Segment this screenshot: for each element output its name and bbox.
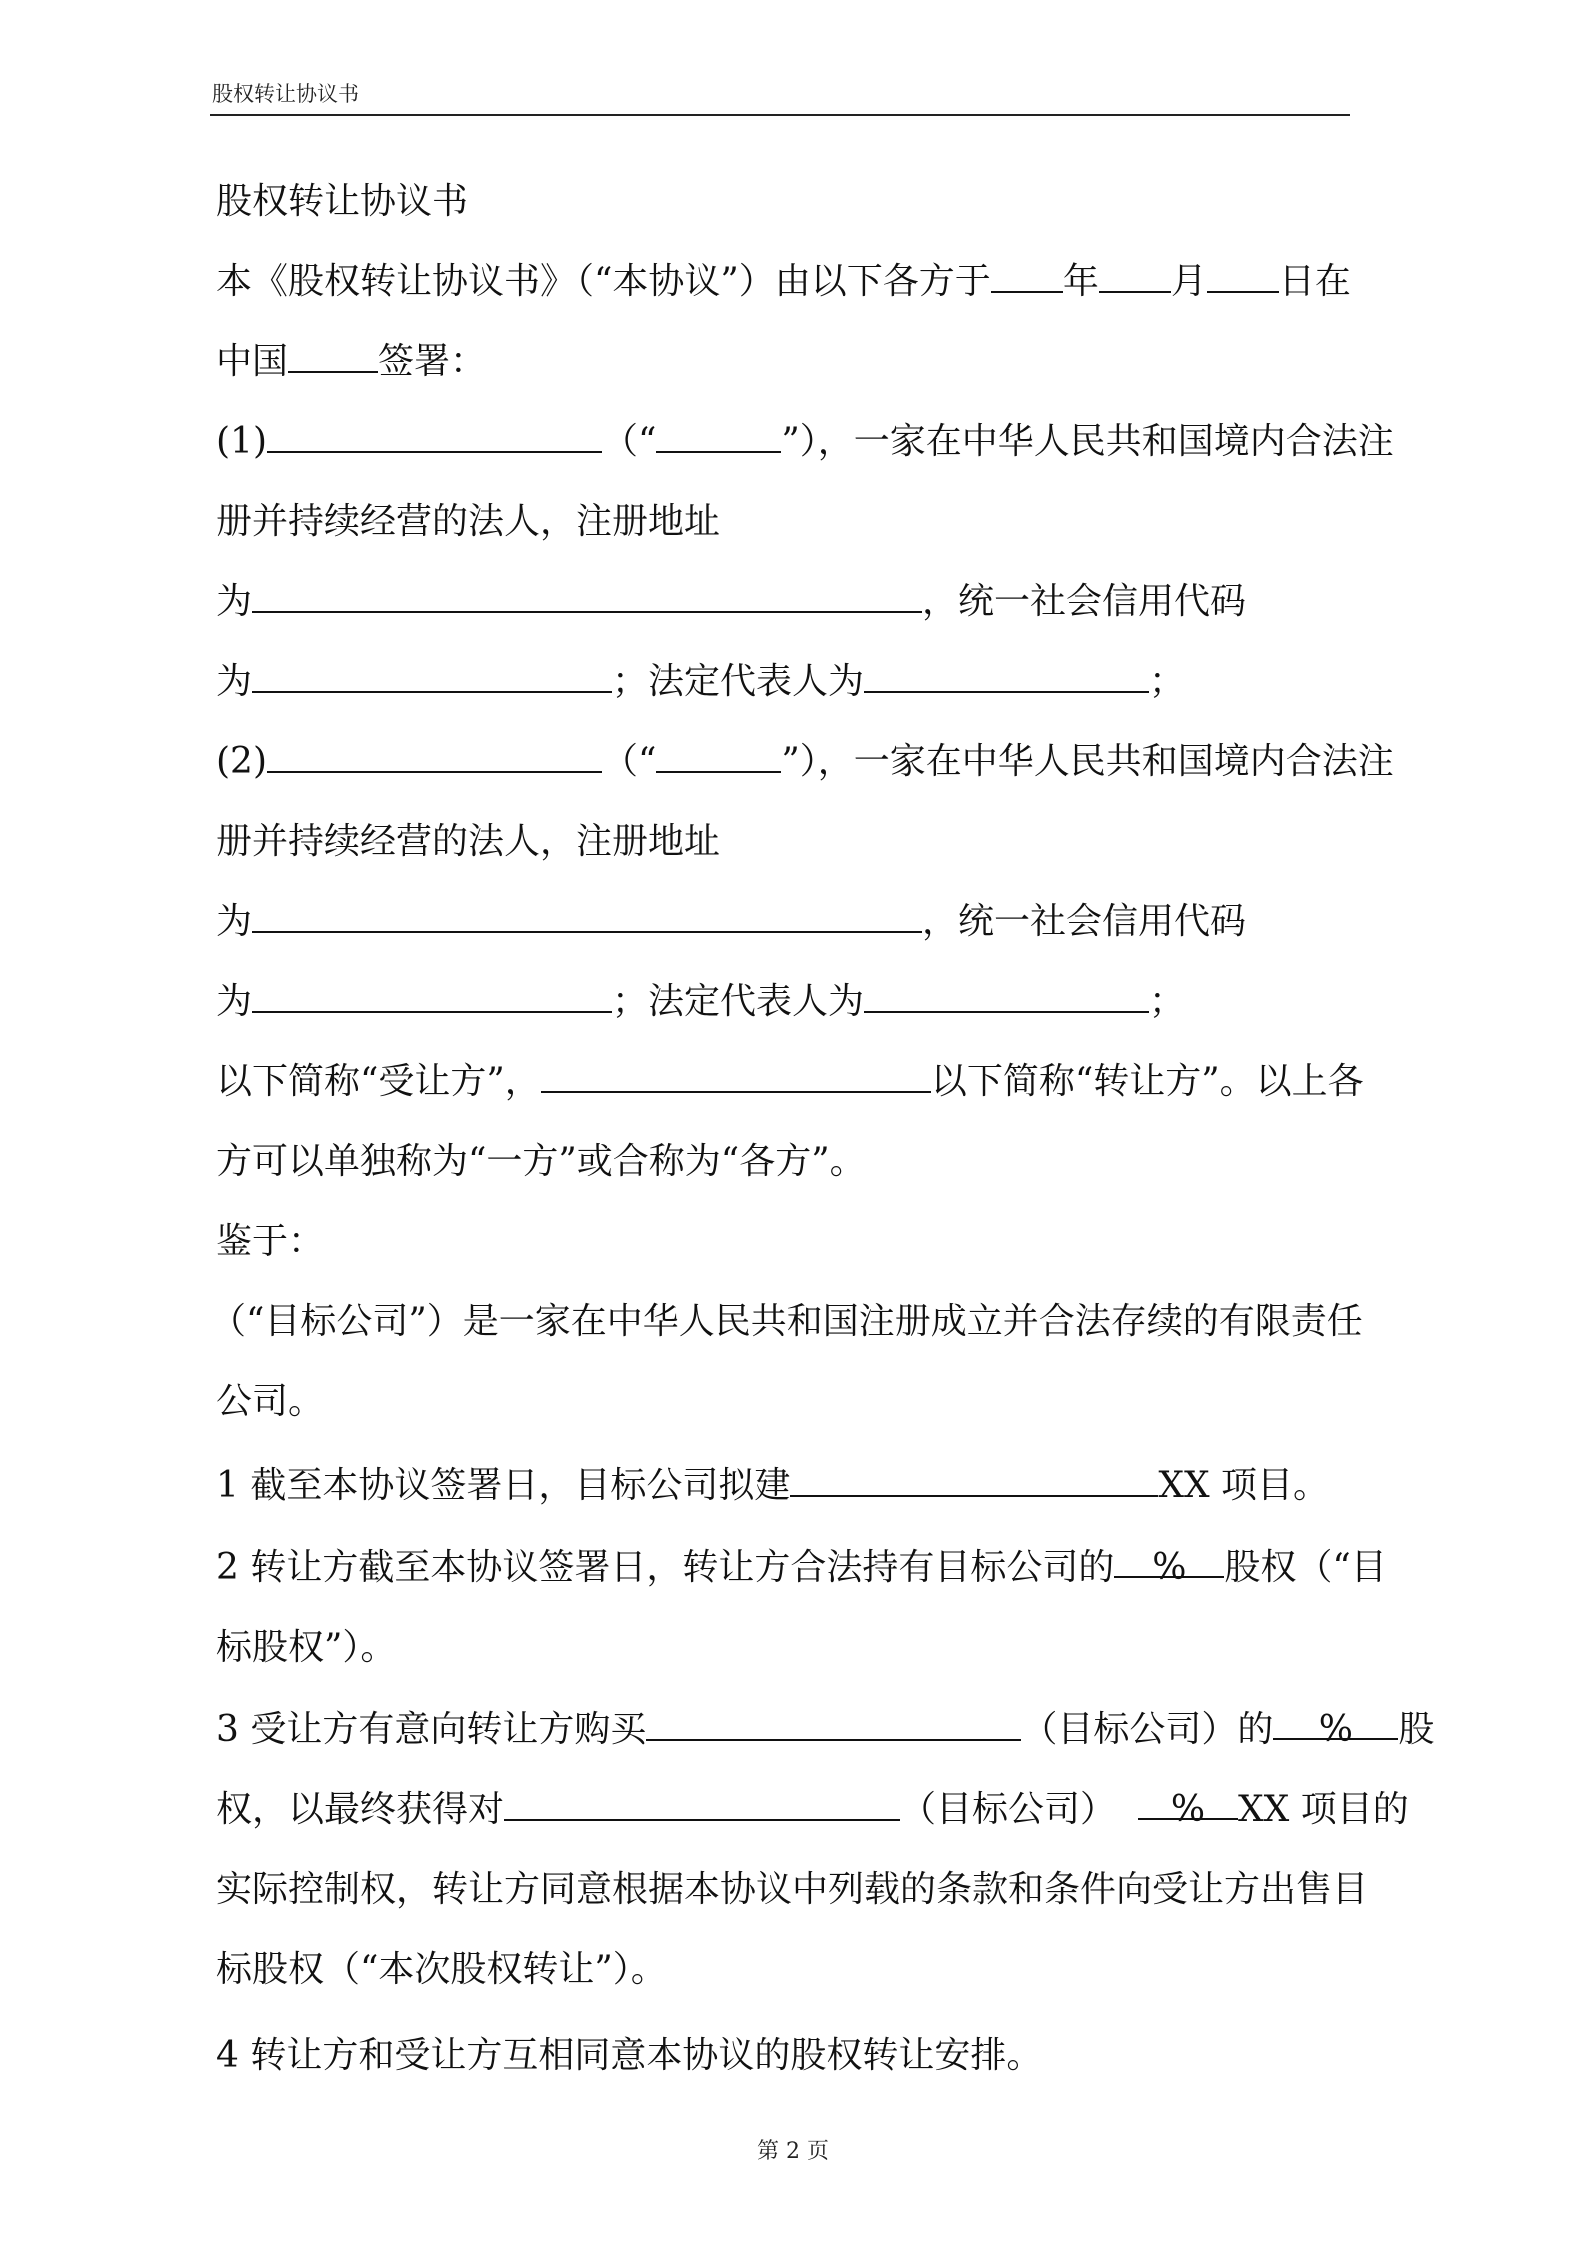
- running-header: 股权转让协议书: [212, 82, 359, 106]
- party1-address-blank[interactable]: [252, 581, 922, 613]
- party2-line-4: [216, 980, 1185, 1024]
- item1-suffix: XX 项目。: [1158, 1465, 1330, 1506]
- abbr-line-2: 方可以单独称为“一方”或合称为“各方”。: [216, 1141, 866, 1182]
- party1-num: (1): [216, 421, 267, 462]
- page-number: 第 2 页: [757, 2139, 829, 2164]
- whereas-label: 鉴于：: [216, 1221, 325, 1262]
- item3-company-blank[interactable]: [646, 1709, 1021, 1741]
- day-blank[interactable]: [1207, 261, 1279, 293]
- party1-semi: ；: [1149, 661, 1186, 702]
- party1-wei: 为: [216, 581, 253, 622]
- item2-pct: %: [1152, 1547, 1187, 1588]
- abbr-transferor: 以下简称“转让方”。以上各: [930, 1061, 1364, 1102]
- party1-credit-label: ，统一社会信用代码: [922, 581, 1247, 622]
- intro-prefix: 本《股权转让协议书》（“本协议”）由以下各方于: [216, 261, 991, 302]
- party2-short-blank[interactable]: [656, 741, 781, 773]
- party2-line-3: [216, 900, 1246, 944]
- item3-company2-blank[interactable]: [504, 1789, 900, 1821]
- party1-desc: ”），一家在中华人民共和国境内合法注: [781, 421, 1394, 462]
- party2-wei2: 为: [216, 981, 253, 1022]
- party1-line-3: [216, 580, 1246, 624]
- party2-desc: ”），一家在中华人民共和国境内合法注: [781, 741, 1394, 782]
- item3-line-4: 标股权（“本次股权转让”）。: [216, 1949, 667, 1990]
- party1-credit-blank[interactable]: [252, 661, 612, 693]
- party1-rep-blank[interactable]: [864, 661, 1149, 693]
- party1-quote-open: （“: [602, 421, 657, 462]
- doc-title: 股权转让协议书: [216, 181, 469, 222]
- year-label: 年: [1062, 261, 1099, 302]
- target-line-1: （“目标公司”）是一家在中华人民共和国注册成立并合法存续的有限责任: [210, 1301, 1363, 1342]
- abbr-line-1: [216, 1060, 1364, 1104]
- target-line-2: 公司。: [216, 1381, 325, 1422]
- item3-text-b: （目标公司）的: [1021, 1709, 1274, 1750]
- party1-wei2: 为: [216, 661, 253, 702]
- party2-semi: ；: [1149, 981, 1186, 1022]
- header-rule: [210, 114, 1350, 116]
- year-blank[interactable]: [991, 261, 1063, 293]
- party2-num: (2): [216, 741, 267, 782]
- item3-text-a: 3 受让方有意向转让方购买: [216, 1709, 647, 1750]
- item2-line-1: [216, 1546, 1387, 1590]
- party2-wei: 为: [216, 901, 253, 942]
- item1-line: [216, 1464, 1329, 1508]
- city-blank[interactable]: [288, 341, 378, 373]
- item2-suffix: 股权（“目: [1224, 1547, 1387, 1588]
- party2-quote-open: （“: [602, 741, 657, 782]
- item3-pct2-blank[interactable]: [1138, 1788, 1238, 1830]
- country-label: 中国: [216, 341, 289, 382]
- party2-line-1: [216, 740, 1394, 784]
- party2-credit-blank[interactable]: [252, 981, 612, 1013]
- item2-pct-blank[interactable]: [1114, 1546, 1224, 1588]
- party1-line-1: [216, 420, 1394, 464]
- party1-rep-label: ；法定代表人为: [612, 661, 865, 702]
- party2-credit-label: ，统一社会信用代码: [922, 901, 1247, 942]
- party2-rep-label: ；法定代表人为: [612, 981, 865, 1022]
- item3-text-c: 股: [1398, 1709, 1435, 1750]
- item4-line: 4 转让方和受让方互相同意本协议的股权转让安排。: [216, 2035, 1043, 2076]
- item3-line-1: [216, 1708, 1434, 1752]
- intro-line-2: [216, 340, 486, 384]
- item3-pct: %: [1318, 1709, 1353, 1750]
- month-label: 月: [1170, 261, 1207, 302]
- party2-address-blank[interactable]: [252, 901, 922, 933]
- party1-line-4: [216, 660, 1185, 704]
- abbr-blank[interactable]: [541, 1061, 931, 1093]
- item1-blank[interactable]: [790, 1465, 1158, 1497]
- item1-text: 1 截至本协议签署日，目标公司拟建: [216, 1465, 791, 1506]
- item3-line-2: [216, 1788, 1409, 1832]
- item2-line-2: 标股权”）。: [216, 1627, 397, 1668]
- item3-pct2: %: [1170, 1789, 1206, 1830]
- item3-text-d: 权，以最终获得对: [216, 1789, 505, 1830]
- item3-text-e: （目标公司）: [900, 1789, 1117, 1830]
- intro-line: [216, 260, 1351, 304]
- party1-short-blank[interactable]: [656, 421, 781, 453]
- party2-name-blank[interactable]: [267, 741, 602, 773]
- party2-line-2: 册并持续经营的法人，注册地址: [216, 821, 721, 862]
- party1-line-2: 册并持续经营的法人，注册地址: [216, 501, 721, 542]
- party2-rep-blank[interactable]: [864, 981, 1149, 1013]
- sign-label: 签署：: [378, 341, 487, 382]
- month-blank[interactable]: [1099, 261, 1171, 293]
- item2-text: 2 转让方截至本协议签署日，转让方合法持有目标公司的: [216, 1547, 1115, 1588]
- item3-text-f: XX 项目的: [1238, 1789, 1409, 1830]
- abbr-transferee: 以下简称“受让方”，: [216, 1061, 541, 1102]
- item3-pct-blank[interactable]: [1273, 1708, 1398, 1750]
- day-label: 日在: [1278, 261, 1351, 302]
- party1-name-blank[interactable]: [267, 421, 602, 453]
- item3-line-3: 实际控制权，转让方同意根据本协议中列载的条款和条件向受让方出售目: [216, 1869, 1369, 1910]
